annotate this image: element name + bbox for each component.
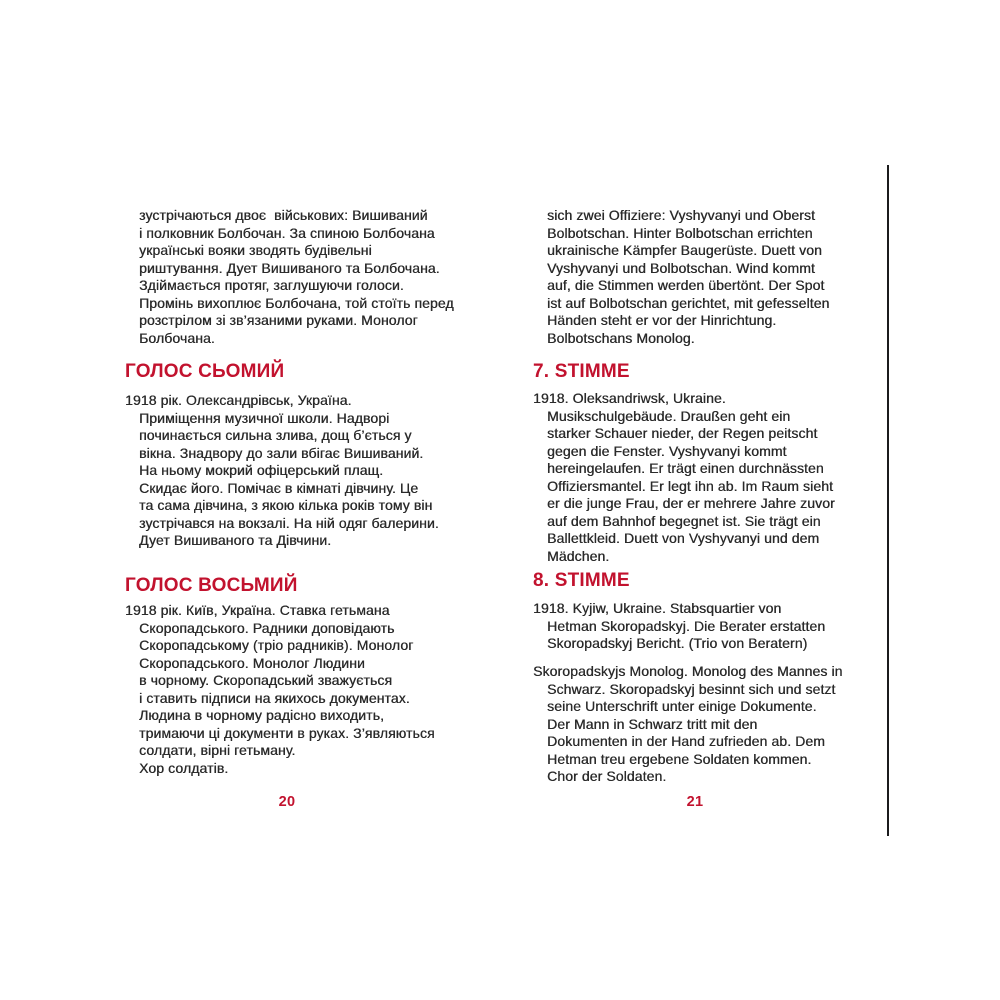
text-line: Offiziersmantel. Er legt ihn ab. Im Raum sieht (547, 477, 834, 494)
text-line: 1918. Kyjiw, Ukraine. Stabsquartier von (533, 600, 782, 616)
text-line: gegen die Fenster. Vyshyvanyi kommt (547, 442, 787, 459)
section-heading: 8. STIMME (533, 570, 630, 591)
text-line: auf, die Stimmen werden übertönt. Der Spot (547, 277, 825, 293)
text-line: ukrainische Kämpfer Baugerüste. Duett von (547, 242, 822, 258)
paragraph (533, 390, 857, 565)
text-line: тримаючи ці документи в руках. З’являються (139, 724, 435, 741)
paragraph (125, 602, 449, 777)
paragraph (533, 663, 857, 786)
text-line: Hetman treu ergebene Soldaten kommen. (547, 750, 812, 767)
paragraph (533, 600, 857, 653)
text-line: Дует Вишиваного та Дівчини. (139, 532, 332, 548)
text-line: Скоропадського. Монолог Людини (139, 654, 365, 671)
text-line: starker Schauer nieder, der Regen peitscht (547, 425, 818, 441)
right-page (533, 0, 857, 1000)
text-line: риштування. Дует Вишиваного та Болбочана. (139, 259, 440, 276)
text-line: Musikschulgebäude. Draußen geht ein (547, 407, 791, 424)
text-line: Болбочана. (139, 329, 215, 346)
text-line: Bolbotschan. Hinter Bolbotschan errichten (547, 224, 813, 241)
text-line: Скоропадського. Радники доповідають (139, 619, 395, 636)
text-line: та сама дівчина, з якою кілька років тому він (139, 497, 433, 513)
page-edge-rule (887, 165, 889, 836)
text-line: er die junge Frau, der er mehrere Jahre zuvor (547, 495, 835, 511)
text-line: Hetman Skoropadskyj. Die Berater erstatten (547, 617, 826, 634)
text-line: Приміщення музичної школи. Надворі (139, 409, 390, 426)
text-line: ist auf Bolbotschan gerichtet, mit gefesselten (547, 294, 830, 311)
section-heading: 7. STIMME (533, 361, 630, 382)
text-line: Промінь вихоплює Болбочана, той стоїть перед (139, 294, 454, 311)
paragraph (533, 207, 857, 347)
text-line: 1918 рік. Київ, Україна. Ставка гетьмана (125, 602, 390, 618)
paragraph (125, 207, 454, 347)
paragraph (125, 392, 449, 550)
section-heading: ГОЛОС СЬОМИЙ (125, 361, 285, 382)
text-line: Ballettkleid. Duett von Vyshyvanyi und dem (547, 530, 820, 546)
text-line: солдати, вірні гетьману. (139, 742, 296, 758)
text-line: зустрічався на вокзалі. На ній одяг балерини. (139, 514, 439, 531)
text-line: auf dem Bahnhof begegnet ist. Sie trägt ein (547, 512, 821, 529)
text-line: Скоропадському (тріо радників). Монолог (139, 637, 414, 653)
text-line: На ньому мокрий офіцерський плащ. (139, 462, 384, 478)
page-number-right: 21 (686, 794, 704, 810)
text-line: і полковник Болбочан. За спиною Болбочана (139, 224, 435, 241)
text-line: Людина в чорному радісно виходить, (139, 707, 384, 723)
text-line: Здіймається протяг, заглушуючи голоси. (139, 277, 404, 293)
page-number-left: 20 (278, 794, 296, 810)
text-line: 1918. Oleksandriwsk, Ukraine. (533, 390, 726, 406)
text-line: Mädchen. (547, 547, 610, 564)
text-line: 1918 рік. Олександрівськ, Україна. (125, 392, 352, 408)
text-line: зустрічаються двоє військових: Вишиваний (139, 207, 428, 223)
text-line: Vyshyvanyi und Bolbotschan. Wind kommt (547, 259, 815, 276)
text-line: sich zwei Offiziere: Vyshyvanyi und Oberst (547, 207, 815, 223)
text-line: починається сильна злива, дощ б’ється у (139, 427, 412, 443)
text-line: Dokumenten in der Hand zufrieden ab. Dem (547, 733, 825, 749)
text-line: і ставить підписи на якихось документах. (139, 689, 410, 706)
text-line: Skoropadskyjs Monolog. Monolog des Mannes in (533, 663, 843, 679)
text-line: Bolbotschans Monolog. (547, 329, 695, 346)
text-line: в чорному. Скоропадський зважується (139, 672, 393, 688)
text-line: Скидає його. Помічає в кімнаті дівчину. Це (139, 479, 419, 496)
text-line: Schwarz. Skoropadskyj besinnt sich und setzt (547, 680, 836, 697)
text-line: розстрілом зі зв’язаними руками. Монолог (139, 312, 418, 328)
text-line: вікна. Знадвору до зали вбігає Вишиваний. (139, 444, 424, 461)
section-heading: ГОЛОС ВОСЬМИЙ (125, 575, 298, 596)
text-line: Händen steht er vor der Hinrichtung. (547, 312, 777, 328)
text-line: Хор солдатів. (139, 759, 229, 776)
text-line: Skoropadskyj Bericht. (Trio von Beratern) (547, 635, 808, 651)
text-line: українські вояки зводять будівельні (139, 242, 372, 258)
text-line: seine Unterschrift unter einige Dokumente. (547, 698, 817, 714)
text-line: Chor der Soldaten. (547, 768, 667, 784)
text-line: hereingelaufen. Er trägt einen durchnässten (547, 460, 824, 476)
text-line: Der Mann in Schwarz tritt mit den (547, 715, 758, 732)
left-page (125, 0, 454, 1000)
